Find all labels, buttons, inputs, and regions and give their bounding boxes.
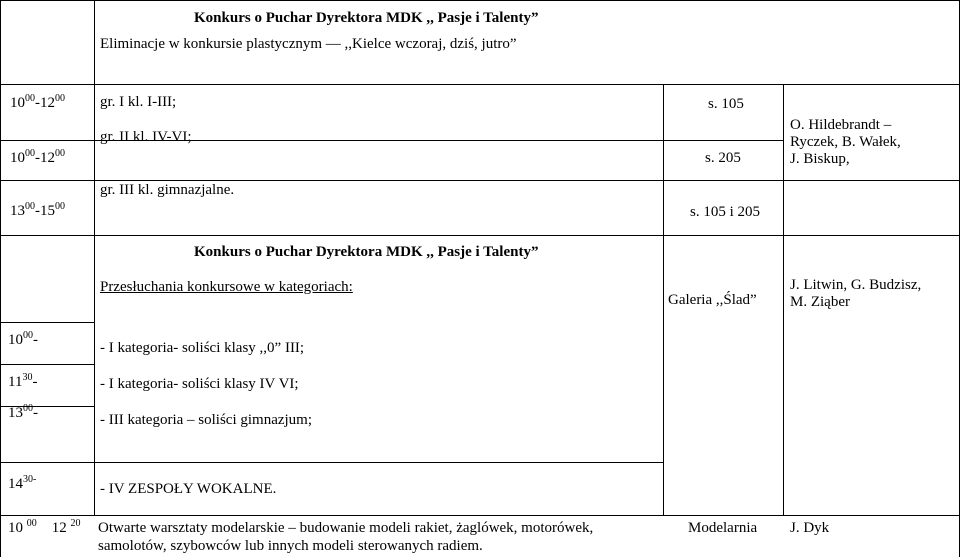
section2-teacher-line: J. Litwin, G. Budzisz, — [790, 277, 922, 293]
section3-venue: Modelarnia — [688, 520, 758, 536]
section3-teacher: J. Dyk — [790, 520, 830, 536]
section1-subtitle: Eliminacje w konkursie plastycznym — ,,Kielce wczoraj, dziś, jutro” — [100, 36, 517, 52]
row-divider — [0, 235, 960, 236]
section2-row-text: - I kategoria- soliści klasy ,,0” III; — [100, 340, 305, 356]
column-divider-1 — [94, 0, 95, 515]
column-divider-3 — [783, 85, 784, 515]
section1-row1-room: s. 105 — [708, 96, 744, 112]
section1-title: Konkurs o Puchar Dyrektora MDK ,, Pasje i Talenty” — [194, 10, 539, 26]
row-divider — [0, 364, 95, 365]
section2-intro: Przesłuchania konkursowe w kategoriach: — [100, 279, 353, 295]
row-divider — [0, 515, 960, 516]
section2-row-time: $11^{30}-$ — [8, 372, 38, 390]
section1-row2-time: $10^{00}-12^{00}$ — [10, 148, 65, 166]
row-divider — [0, 322, 95, 323]
section2-row-time: $13^{00}-$ — [8, 403, 38, 421]
section1-row3-time: $13^{00}-15^{00}$ — [10, 201, 65, 219]
section1-row3-room: s. 105 i 205 — [690, 204, 761, 220]
section2-row-time: $10^{00}-$ — [8, 330, 38, 348]
section2-title: Konkurs o Puchar Dyrektora MDK ,, Pasje i Talenty” — [194, 244, 539, 260]
section1-teacher-line: J. Biskup, — [790, 151, 850, 167]
section2-row-time: $14^{30-}$ — [8, 474, 37, 492]
section1-row3-group: gr. III kl. gimnazjalne. — [100, 182, 235, 198]
section2-row-text: - I kategoria- soliści klasy IV VI; — [100, 376, 299, 392]
section1-row2-room: s. 205 — [705, 150, 741, 166]
section3-time: 10 $^{00}$ 12 $^{20}$ — [8, 518, 81, 536]
section2-venue: Galeria ,,Ślad” — [668, 292, 757, 308]
section3-description-line2: samolotów, szybowców lub innych modeli sterowanych radiem. — [98, 538, 483, 554]
row-divider — [0, 180, 960, 181]
row-divider — [0, 84, 960, 85]
section1-teacher-line: O. Hildebrandt – — [790, 117, 892, 133]
table-border-top — [0, 0, 960, 1]
row-divider — [0, 462, 664, 463]
section1-row1-group: gr. I kl. I-III; — [100, 94, 177, 110]
section2-row-text: - IV ZESPOŁY WOKALNE. — [100, 481, 277, 497]
section2-teacher-line: M. Ziąber — [790, 294, 850, 310]
section1-row1-time: $10^{00}-12^{00}$ — [10, 93, 65, 111]
section1-row2-group: gr. II kl. IV-VI; — [100, 129, 192, 145]
section1-teacher-line: Ryczek, B. Wałek, — [790, 134, 901, 150]
column-divider-2 — [663, 85, 664, 515]
section3-description-line1: Otwarte warsztaty modelarskie – budowanie modeli rakiet, żaglówek, motorówek, — [98, 520, 594, 536]
section2-row-text: - III kategoria – soliści gimnazjum; — [100, 412, 313, 428]
